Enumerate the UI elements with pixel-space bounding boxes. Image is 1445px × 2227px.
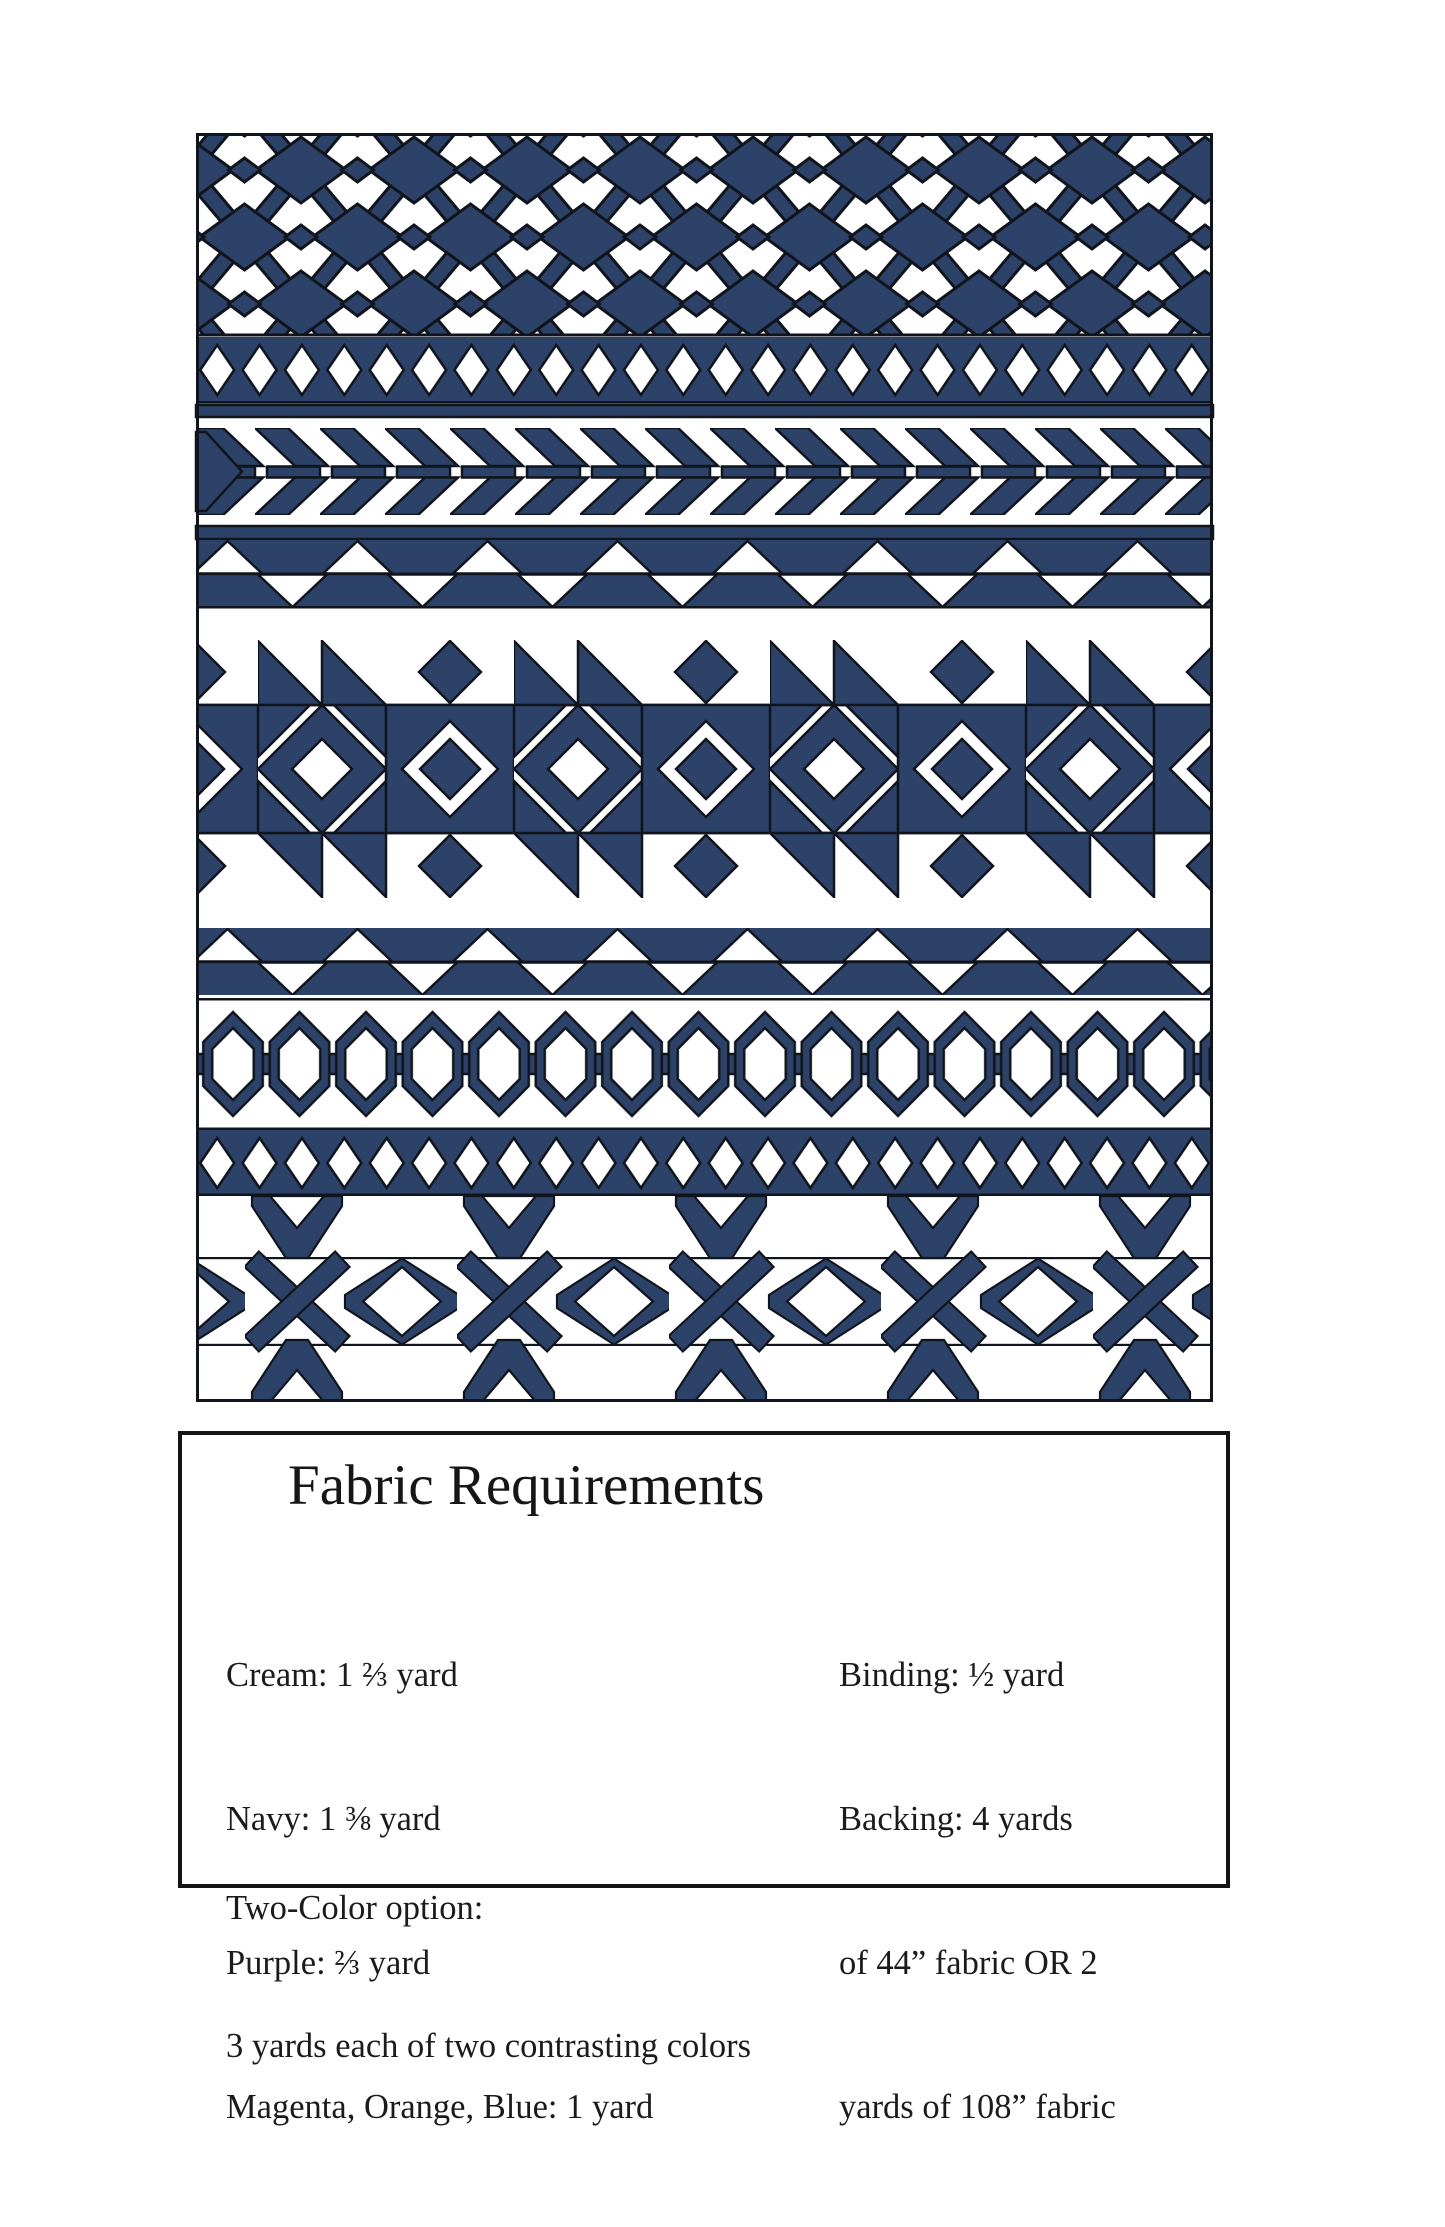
band-thin-navy-strip xyxy=(196,405,1213,417)
band-chevron-arrows xyxy=(196,428,1213,515)
fabric-line-accents: Magenta, Orange, Blue: 1 yard xyxy=(226,2088,654,2126)
fabric-line-backing: Backing: 4 yards xyxy=(839,1800,1073,1838)
two-color-option-label: Two-Color option: xyxy=(226,1889,484,1927)
band-navy-strip xyxy=(196,526,1213,539)
fabric-list-right-column xyxy=(839,1555,1116,2227)
band-lattice-argyle xyxy=(196,133,1213,337)
two-color-option xyxy=(226,1793,751,2161)
fabric-line-cream: Cream: 1 ⅔ yard xyxy=(226,1656,458,1694)
two-color-option-text: 3 yards each of two contrasting colors xyxy=(226,2027,752,2065)
quilt-graphic xyxy=(196,133,1213,1402)
band-diamond-strip-top xyxy=(196,337,1213,404)
band-star-blocks xyxy=(196,640,1213,898)
fabric-requirements-box xyxy=(178,1431,1230,2126)
band-triangles-upper xyxy=(196,540,1213,609)
fabric-line-purple: Purple: ⅔ yard xyxy=(226,1944,431,1982)
band-x-stars xyxy=(196,1196,1213,1402)
band-triangles-lower xyxy=(196,928,1213,995)
fabric-line-backing2: of 44” fabric OR 2 xyxy=(839,1944,1098,1982)
band-diamond-strip-bottom xyxy=(196,1130,1213,1196)
fabric-line-navy: Navy: 1 ⅜ yard xyxy=(226,1800,441,1838)
quilt-pattern-image xyxy=(196,133,1213,1402)
fabric-line-binding: Binding: ½ yard xyxy=(839,1656,1065,1694)
fabric-line-backing3: yards of 108” fabric xyxy=(839,2088,1116,2126)
fabric-requirements-title: Fabric Requirements xyxy=(288,1454,765,1517)
band-hexagon-chain xyxy=(196,998,1213,1130)
